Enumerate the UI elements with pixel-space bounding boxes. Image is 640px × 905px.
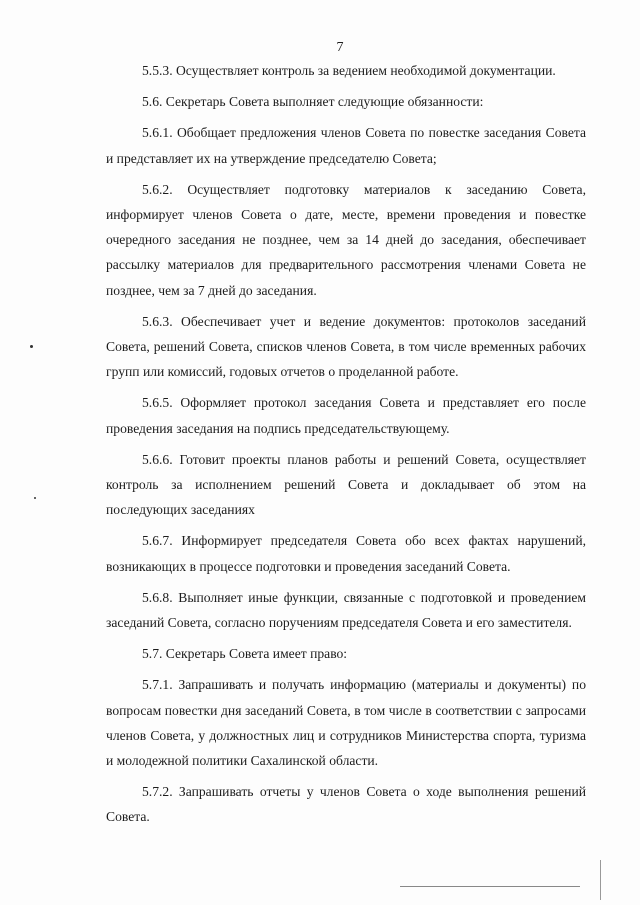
- paragraph-5-5-3: 5.5.3. Осуществляет контроль за ведением необходимой документации.: [142, 63, 556, 78]
- scan-speck: [30, 345, 33, 348]
- paragraph-5-6-8: 5.6.8. Выполняет иные функции, связанные с подготовкой и проведением заседаний Совета, согласно поручениям председателя Совета и его заместителя.: [106, 589, 586, 631]
- paragraph-5-7-1: 5.7.1. Запрашивать и получать информацию (материалы и документы) по вопросам повестки дня заседаний Совета, в том числе в соответствии с запросами членов Совета, у должностных лиц и сотрудников Министерства спорта, туризма и молодежной политики Сахалинской области.: [106, 677, 586, 769]
- scan-edge-line: [400, 886, 580, 887]
- paragraph-5-7-2: 5.7.2. Запрашивать отчеты у членов Совета о ходе выполнения решений Совета.: [106, 784, 586, 825]
- paragraph-5-6: 5.6. Секретарь Совета выполняет следующие обязанности:: [142, 94, 484, 110]
- document-body: [106, 58, 586, 836]
- scan-speck: [34, 497, 36, 499]
- paragraph-5-7: 5.7. Секретарь Совета имеет право:: [142, 646, 348, 662]
- paragraph-5-6-2: 5.6.2. Осуществляет подготовку материалов к заседанию Совета, информирует членов Совета о дате, месте, времени проведения и повестке очередного заседания не позднее, чем за 14 дней до заседания, обеспечивает рассылку материалов для предварительного рассмотрения членами Совета не позднее, чем за 7 дней до заседания.: [106, 181, 586, 298]
- paragraph-5-6-1: 5.6.1. Обобщает предложения членов Совета по повестке заседания Совета и представляет их на утверждение председателю Совета;: [106, 125, 586, 166]
- paragraph-5-6-6: 5.6.6. Готовит проекты планов работы и решений Совета, осуществляет контроль за исполнением решений Совета и докладывает об этом на последующих заседаниях: [106, 451, 586, 518]
- page-number: 7: [336, 40, 344, 55]
- paragraph-5-6-5: 5.6.5. Оформляет протокол заседания Совета и представляет его после проведения заседания на подпись председательствующему.: [106, 395, 586, 436]
- paragraph-5-6-3: 5.6.3. Обеспечивает учет и ведение документов: протоколов заседаний Совета, решений Совета, списков членов Совета, в том числе временных рабочих групп или комиссий, годовых отчетов о проделанной работе.: [106, 313, 586, 380]
- scan-edge-line: [600, 860, 601, 900]
- paragraph-5-6-7: 5.6.7. Информирует председателя Совета обо всех фактах нарушений, возникающих в процессе подготовки и проведения заседаний Совета.: [106, 533, 586, 574]
